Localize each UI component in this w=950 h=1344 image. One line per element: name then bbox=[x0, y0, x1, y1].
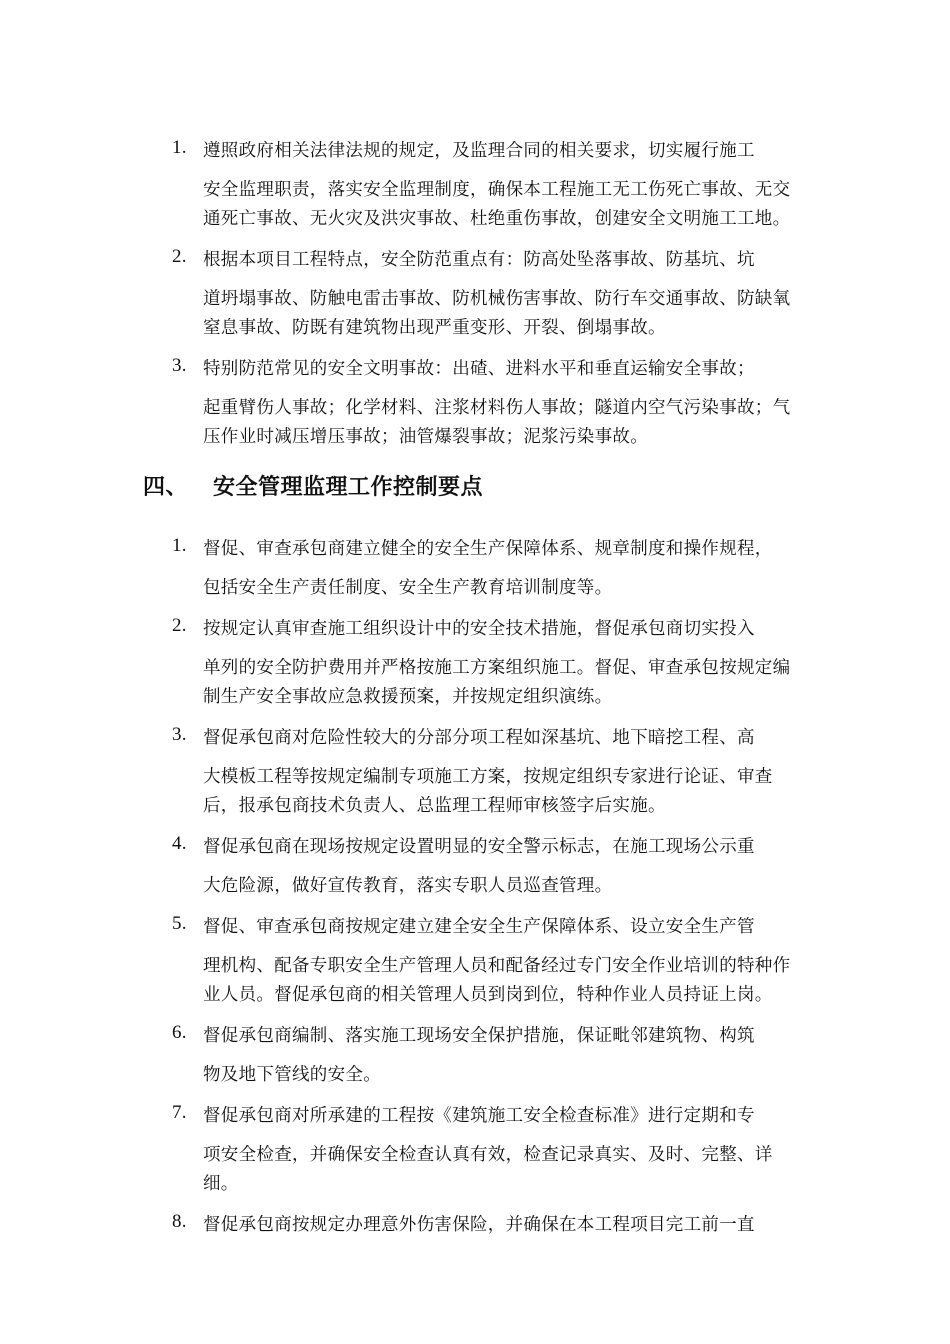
item-number: 4. bbox=[172, 833, 187, 854]
item-continuation: 大模板工程等按规定编制专项施工方案，按规定组织专家进行论证、审查后，报承包商技术负责人、总监理工程师审核签字后实施。 bbox=[203, 767, 773, 816]
item-number: 3. bbox=[172, 355, 187, 376]
item-first-line: 根据本项目工程特点，安全防范重点有：防高处坠落事故、防基坑、坑 bbox=[203, 250, 755, 270]
list-item bbox=[172, 1102, 808, 1199]
item-continuation: 物及地下管线的安全。 bbox=[203, 1065, 381, 1085]
item-number: 2. bbox=[172, 615, 187, 636]
item-continuation: 道坍塌事故、防触电雷击事故、防机械伤害事故、防行车交通事故、防缺氧窒息事故、防既有建筑物出现严重变形、开裂、倒塌事故。 bbox=[203, 289, 791, 338]
item-number: 3. bbox=[172, 724, 187, 745]
item-continuation: 安全监理职责，落实安全监理制度，确保本工程施工无工伤死亡事故、无交通死亡事故、无火灾及洪灾事故、杜绝重伤事故，创建安全文明施工工地。 bbox=[203, 180, 791, 229]
item-number: 5. bbox=[172, 913, 187, 934]
item-first-line: 按规定认真审查施工组织设计中的安全技术措施，督促承包商切实投入 bbox=[203, 619, 755, 639]
list-item bbox=[172, 913, 808, 1010]
item-first-line: 督促、审查承包商按规定建立建全安全生产保障体系、设立安全生产管 bbox=[203, 917, 755, 937]
section4-list bbox=[0, 535, 950, 1240]
item-continuation: 单列的安全防护费用并严格按施工方案组织施工。督促、审查承包按规定编制生产安全事故应急救援预案，并按规定组织演练。 bbox=[203, 658, 791, 707]
item-first-line: 遵照政府相关法律法规的规定，及监理合同的相关要求，切实履行施工 bbox=[203, 141, 755, 161]
item-number: 1. bbox=[172, 137, 187, 158]
list-item bbox=[172, 724, 808, 821]
list-item bbox=[172, 535, 808, 603]
section-title: 安全管理监理工作控制要点 bbox=[213, 475, 484, 500]
section-number: 四、 bbox=[143, 475, 189, 500]
item-first-line: 督促承包商对危险性较大的分部分项工程如深基坑、地下暗挖工程、高 bbox=[203, 728, 755, 748]
list-item bbox=[172, 355, 808, 452]
list-item bbox=[172, 615, 808, 712]
item-continuation: 包括安全生产责任制度、安全生产教育培训制度等。 bbox=[203, 578, 613, 598]
item-number: 2. bbox=[172, 246, 187, 267]
item-number: 6. bbox=[172, 1022, 187, 1043]
item-continuation: 项安全检查，并确保安全检查认真有效，检查记录真实、及时、完整、详细。 bbox=[203, 1145, 773, 1194]
list-item bbox=[172, 1211, 808, 1240]
item-first-line: 督促、审查承包商建立健全的安全生产保障体系、规章制度和操作规程， bbox=[203, 539, 773, 559]
item-continuation: 理机构、配备专职安全生产管理人员和配备经过专门安全作业培训的特种作业人员。督促承包商的相关管理人员到岗到位，特种作业人员持证上岗。 bbox=[203, 956, 791, 1005]
item-number: 7. bbox=[172, 1102, 187, 1123]
item-first-line: 督促承包商对所承建的工程按《建筑施工安全检查标准》进行定期和专 bbox=[203, 1106, 755, 1126]
list-item bbox=[172, 833, 808, 901]
item-number: 8. bbox=[172, 1211, 187, 1232]
list-item bbox=[172, 137, 808, 234]
item-continuation: 起重臂伤人事故；化学材料、注浆材料伤人事故；隧道内空气污染事故；气压作业时减压增压事故；油管爆裂事故；泥浆污染事故。 bbox=[203, 398, 791, 447]
item-first-line: 督促承包商按规定办理意外伤害保险，并确保在本工程项目完工前一直 bbox=[203, 1215, 755, 1235]
item-first-line: 督促承包商在现场按规定设置明显的安全警示标志，在施工现场公示重 bbox=[203, 837, 755, 857]
item-number: 1. bbox=[172, 535, 187, 556]
list-item bbox=[172, 246, 808, 343]
list-item bbox=[172, 1022, 808, 1090]
section3-list bbox=[0, 137, 950, 452]
item-first-line: 督促承包商编制、落实施工现场安全保护措施，保证毗邻建筑物、构筑 bbox=[203, 1026, 755, 1046]
item-continuation: 大危险源，做好宣传教育，落实专职人员巡查管理。 bbox=[203, 876, 613, 896]
item-first-line: 特别防范常见的安全文明事故：出碴、进料水平和垂直运输安全事故； bbox=[203, 359, 755, 379]
section-heading bbox=[143, 470, 483, 501]
